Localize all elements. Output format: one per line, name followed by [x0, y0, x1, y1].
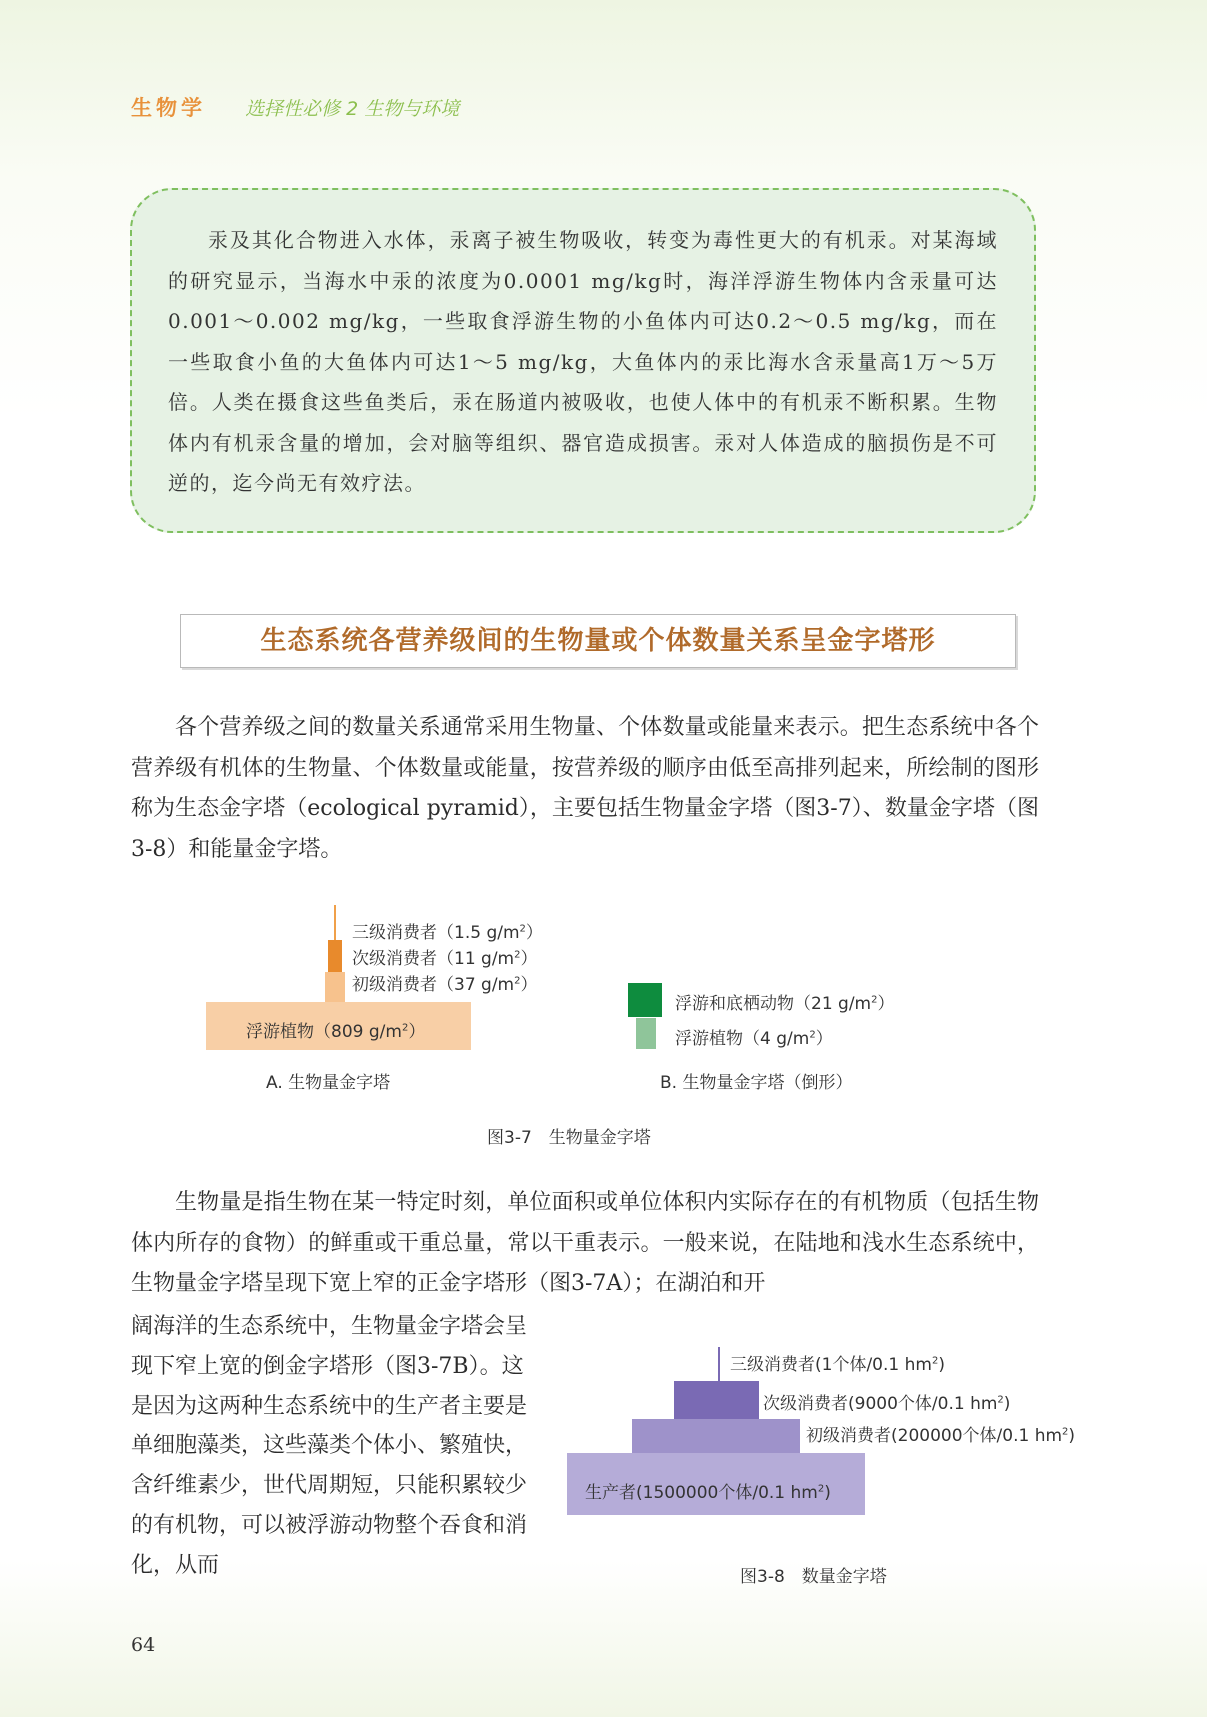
figure-3-7-caption: 图3-7 生物量金字塔 [487, 1128, 651, 1148]
page-number: 64 [131, 1634, 156, 1656]
tertiary-bar [718, 1347, 720, 1381]
tertiary-label: 三级消费者(1个体/0.1 $hm^2$) [730, 1355, 945, 1375]
a-secondary-bar [328, 940, 342, 972]
b-producer-bar [636, 1018, 656, 1049]
secondary-bar [674, 1381, 759, 1419]
subject-title: 生物学 [131, 96, 206, 120]
b-consumer-bar [628, 983, 662, 1017]
b-caption: B. 生物量金字塔（倒形） [660, 1073, 853, 1093]
a-secondary-label: 次级消费者（11 $g/m^2$） [352, 949, 538, 969]
paragraph-biomass-continued: 阔海洋的生态系统中，生物量金字塔会呈现下窄上宽的倒金字塔形（图3-7B）。这是因为这两种生态系统中的生产者主要是单细胞藻类，这些藻类个体小、繁殖快，含纤维素少，世代周期短，只能积累较少的有机物，可以被浮游动物整个吞食和消化，从而 [131, 1314, 528, 1578]
producer-label: 生产者(1500000个体/0.1 $hm^2$) [585, 1483, 831, 1503]
a-primary-label: 初级消费者（37 $g/m^2$） [352, 975, 538, 995]
a-tertiary-label: 三级消费者（1.5 $g/m^2$） [352, 923, 543, 943]
mercury-note-box [130, 188, 1036, 533]
section-title: 生态系统各营养级间的生物量或个体数量关系呈金字塔形 [180, 614, 1016, 668]
a-caption: A. 生物量金字塔 [266, 1073, 391, 1093]
running-header [131, 92, 459, 122]
primary-bar [632, 1419, 800, 1453]
b-consumer-label: 浮游和底栖动物（21 $g/m^2$） [675, 994, 895, 1014]
a-primary-bar [325, 972, 345, 1002]
a-producer-label: 浮游植物（809 $g/m^2$） [246, 1022, 426, 1042]
b-producer-label: 浮游植物（4 $g/m^2$） [675, 1029, 833, 1049]
figure-3-8-caption: 图3-8 数量金字塔 [740, 1567, 887, 1587]
book-title: 选择性必修 2 生物与环境 [245, 98, 460, 120]
primary-label: 初级消费者(200000个体/0.1 $hm^2$) [806, 1426, 1076, 1446]
note-text: 汞及其化合物进入水体，汞离子被生物吸收，转变为毒性更大的有机汞。对某海域的研究显示，当海水中汞的浓度为0.0001 mg/kg时，海洋浮游生物体内含汞量可达0.001～0.002 mg/kg，一些取食浮游生物的小鱼体内可达0.2～0.5 mg/kg，而在一些取食小鱼的大鱼体内可达1～5 mg/kg，大鱼体内的汞比海水含汞量高1万～5万倍。人类在摄食这些鱼类后，汞在肠道内被吸收，也使人体中的有机汞不断积累。生物体内有机汞含量的增加，会对脑等组织、器官造成损害。汞对人体造成的脑损伤是不可逆的，迄今尚无有效疗法。 [168, 228, 998, 495]
secondary-label: 次级消费者(9000个体/0.1 $hm^2$) [763, 1394, 1011, 1414]
a-tertiary-bar [334, 905, 336, 941]
paragraph-intro: 各个营养级之间的数量关系通常采用生物量、个体数量或能量来表示。把生态系统中各个营养级有机体的生物量、个体数量或能量，按营养级的顺序由低至高排列起来，所绘制的图形称为生态金字塔（ecological pyramid），主要包括生物量金字塔（图3-7）、数量金字塔（图3-8）和能量金字塔。 [131, 715, 1039, 862]
paragraph-biomass: 生物量是指生物在某一特定时刻，单位面积或单位体积内实际存在的有机物质（包括生物体内所存的食物）的鲜重或干重总量，常以干重表示。一般来说，在陆地和浅水生态系统中，生物量金字塔呈现下宽上窄的正金字塔形（图3-7A）；在湖泊和开 [131, 1190, 1039, 1296]
